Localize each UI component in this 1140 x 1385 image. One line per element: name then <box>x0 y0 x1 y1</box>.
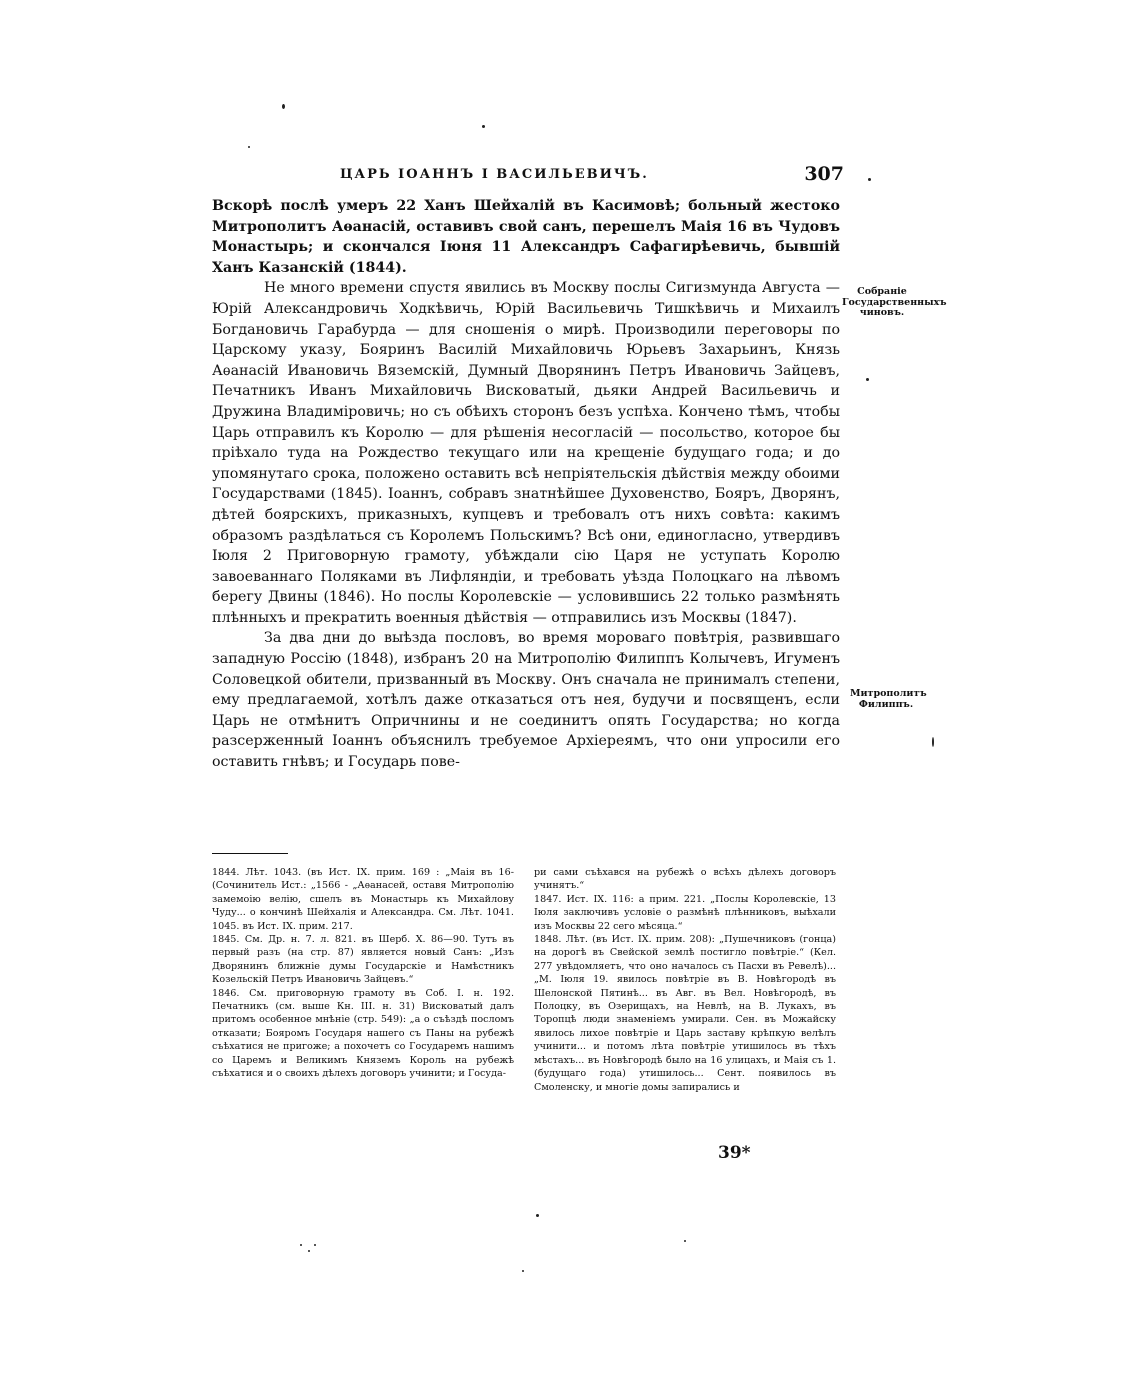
page-header <box>212 163 844 193</box>
scan-speck <box>300 1244 302 1246</box>
paragraph-3: За два дни до выѣзда пословъ, во время мороваго повѣтрія, развившаго западную Россію (1848), избранъ 20 на Митрополію Филиппъ Колычевъ, Игуменъ Соловецкой обители, призванный въ Москву. Онъ сначала не принималъ степени, ему предлагаемой, хотѣлъ даже отказаться отъ нея, будучи и посвященъ, если Царь не отмѣнитъ Опричнины и не соединитъ опять Государства; но когда разсерженный Іоаннъ объяснилъ требуемое Архіереямъ, что они упросили его оставить гнѣвъ; и Государь пове- <box>212 630 840 771</box>
scan-speck <box>314 1244 316 1246</box>
footnote-1845: 1845. См. Др. н. 7. л. 821. въ Шерб. X. 86—90. Тутъ въ первый разъ (на стр. 87) является новый Санъ: „Изъ Дворянинъ ближніе думы Государскіе и Намѣстникъ Козельскій Петръ Ивановичь Зайцевъ.“ <box>212 934 514 986</box>
scan-speck <box>282 104 285 109</box>
scan-speck <box>866 378 869 381</box>
footnote-continuation: ри сами съѣхався на рубежѣ о всѣхъ дѣлехъ договоръ учинятъ.“ <box>534 867 836 892</box>
footnote-1848: 1848. Лѣт. (въ Ист. IX. прим. 208): „Пушечниковъ (гонца) на дорогѣ въ Свейской землѣ постигло повѣтріе.“ (Кел. 277 увѣдомляетъ, что оно началось съ Пасхи въ Ревелѣ)... „М. Іюля 19. явилось повѣтріе въ В. Новѣгородѣ въ Шелонской Пятинѣ... въ Авг. въ Вел. Новѣгородѣ, въ Полоцку, въ Озерищахъ, на Невлѣ, на В. Лукахъ, въ Торопцѣ люди знаменіемъ умирали. Сен. въ Можайску явилось лихое повѣтріе и Царь заставу крѣпкую велѣлъ учинити... и потомъ лѣта повѣтріе утишилось въ тѣхъ мѣстахъ... въ Новѣгородѣ было на 16 улицахъ, и Маія съ 1. (будущаго года) утишилось... Сент. появилось въ Смоленску, и многіе домы запирались и <box>534 934 836 1093</box>
scan-speck <box>684 1240 686 1242</box>
paragraph-1: Вскорѣ послѣ умеръ 22 Ханъ Шейхалій въ Касимовѣ; больный жестоко Митрополитъ Аѳанасій, оставивъ свой санъ, перешелъ Маія 16 въ Чудовъ Монастырь; и скончался Іюня 11 Александръ Сафагирѣевичь, бывшій Ханъ Казанскій (1844). <box>212 198 840 276</box>
footnote-1846: 1846. См. приговорную грамоту въ Соб. I. н. 192. Печатникъ (см. выше Кн. III. н. 31) Висковатый далъ притомъ особенное мнѣніе (стр. 549): „а о съѣздѣ посломъ отказати; Бояромъ Государя нашего съ Паны на рубежѣ съѣхатися не пригоже; а похочетъ со Государемъ нашимъ со Царемъ и Великимъ Княземъ Король на рубежѣ съѣхатися и о своихъ дѣлехъ договоръ учинити; и Госуда- <box>212 987 514 1080</box>
footnote-1847: 1847. Ист. IX. 116: а прим. 221. „Послы Королевскіе, 13 Іюля заключивъ условіе о размѣнѣ плѣнниковъ, выѣхали изъ Москвы 22 сего мѣсяца.“ <box>534 893 836 932</box>
scan-speck <box>248 146 250 148</box>
main-text <box>212 196 840 773</box>
running-title: ЦАРЬ ІОАННЪ І ВАСИЛЬЕВИЧЪ. <box>340 167 649 182</box>
margin-note-assembly: Собраніе Государственныхъ чиновъ. <box>842 286 947 318</box>
scan-speck <box>482 125 485 128</box>
footnote-column-left <box>212 866 514 1094</box>
page-number: 307 <box>804 163 844 185</box>
scan-speck <box>522 1270 524 1272</box>
scan-speck <box>536 1214 539 1217</box>
footnote-1844: 1844. Лѣт. 1043. (въ Ист. IX. прим. 169 : „Маія въ 16- (Сочинитель Ист.: „1566 - „Аѳанасей, оставя Митрополію замемоію велію, сшелъ въ Монастырь къ Михайлову Чуду... о кончинѣ Шейхалія и Александра. См. Лѣт. 1041. 1045. въ Ист. IX. прим. 217. <box>212 867 514 932</box>
footnote-column-right <box>534 866 836 1094</box>
footnote-divider <box>212 853 288 854</box>
scan-speck <box>308 1250 310 1252</box>
scan-speck <box>932 737 934 747</box>
footnotes <box>212 866 836 1094</box>
margin-note-metropolitan: Митрополитъ Филиппъ. <box>850 688 927 710</box>
signature-mark: 39* <box>718 1143 751 1163</box>
paragraph-2: Не много времени спустя явились въ Москву послы Сигизмунда Августа — Юрій Александровичь Ходкѣвичь, Юрій Васильевичь Тишкѣвичь и Михаилъ Богдановичь Гарабурда — для сношенія о мирѣ. Производили переговоры по Царскому указу, Бояринъ Василій Михайловичь Юрьевъ Захарьинъ, Князь Аѳанасій Ивановичь Вяземскій, Думный Дворянинъ Петръ Ивановичь Зайцевъ, Печатникъ Иванъ Михайловичь Висковатый, дьяки Андрей Васильевичь и Дружина Владиміровичь; но съ обѣихъ сторонъ безъ успѣха. Кончено тѣмъ, чтобы Царь отправилъ къ Королю — для рѣшенія несогласій — посольство, которое бы пріѣхало туда на Рождество текущаго или на крещеніе будущаго года; и до упомянутаго срока, положено оставить всѣ непріятельскія дѣйствія между обоими Государствами (1845). Іоаннъ, собравъ знатнѣйшее Духовенство, Бояръ, Дворянъ, дѣтей боярскихъ, приказныхъ, купцевъ и требовалъ отъ нихъ совѣта: какимъ образомъ раздѣлаться съ Королемъ Польскимъ? Всѣ они, единогласно, утвердивъ Іюля 2 Приговорную грамоту, убѣждали сію Царя не уступать Королю завоеваннаго Поляками въ Лифляндіи, и требовать уѣзда Полоцкаго на лѣвомъ берегу Двины (1846). Но послы Королевскіе — условившись 22 только размѣнять плѣнныхъ и прекратить военныя дѣйствія — отправились изъ Москвы (1847). <box>212 280 840 626</box>
scan-speck <box>868 178 871 181</box>
